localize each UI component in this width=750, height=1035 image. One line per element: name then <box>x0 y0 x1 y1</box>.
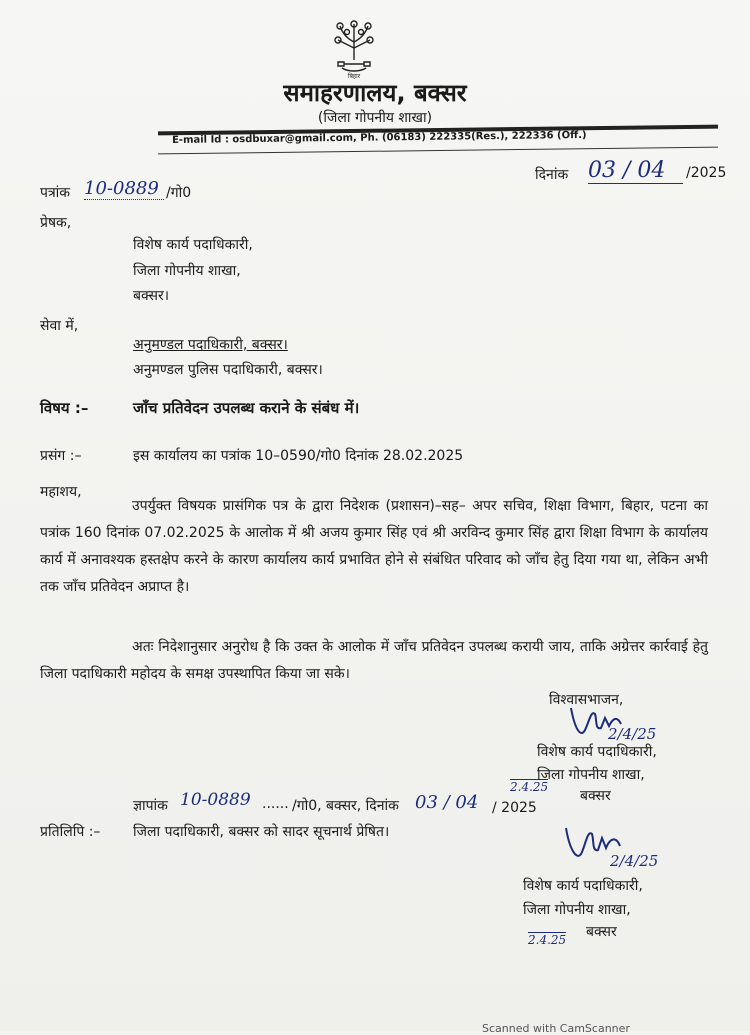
emblem-label: बिहार <box>347 73 361 80</box>
closing2-line: जिला गोपनीय शाखा, <box>523 902 631 918</box>
reference-label: प्रसंग :– <box>40 448 82 464</box>
office-branch: (जिला गोपनीय शाखा) <box>317 110 433 126</box>
memo-dots: ...... <box>262 796 289 812</box>
closing-line: जिला गोपनीय शाखा, <box>537 767 645 783</box>
subject-label: विषय :– <box>40 399 89 417</box>
patrank-suffix: /गो0 <box>166 185 192 201</box>
sender-line: जिला गोपनीय शाखा, <box>133 263 241 279</box>
contact-line: E-mail Id : osdbuxar@gmail.com, Ph. (06183) 222335(Res.), 222336 (Off.) <box>172 129 587 146</box>
memo-year: / 2025 <box>492 800 537 816</box>
sender-line: विशेष कार्य पदाधिकारी, <box>133 237 253 253</box>
valediction: विश्वासभाजन, <box>549 692 624 708</box>
subject-text: जाँच प्रतिवेदन उपलब्ध कराने के संबंध में। <box>133 399 360 417</box>
patrank-handwritten: 10-0889 <box>84 178 164 200</box>
office-title: समाहरणालय, बक्सर <box>283 79 467 107</box>
date-label: दिनांक <box>535 167 569 183</box>
closing2-line: विशेष कार्य पदाधिकारी, <box>523 878 643 894</box>
sender-label: प्रेषक, <box>40 215 72 231</box>
sender-line: बक्सर। <box>133 288 170 304</box>
recipient-label: सेवा में, <box>40 318 79 334</box>
copy-label: प्रतिलिपि :– <box>40 824 101 840</box>
recipient-line: अनुमण्डल पदाधिकारी, बक्सर। <box>133 337 288 353</box>
date-year: /2025 <box>686 165 727 181</box>
closing-line: बक्सर <box>580 788 611 804</box>
header-divider-thin <box>158 147 718 155</box>
copy-text: जिला पदाधिकारी, बक्सर को सादर सूचनार्थ प्रेषित। <box>133 824 390 840</box>
recipient-line: अनुमण्डल पुलिस पदाधिकारी, बक्सर। <box>133 362 323 378</box>
body-paragraph-1: उपर्युक्त विषयक प्रासंगिक पत्र के द्वारा निदेशक (प्रशासन)–सह– अपर सचिव, शिक्षा विभाग, बिहार, पटना का पत्रांक 160 दिनांक 07.02.2025 के आलोक में श्री अजय कुमार सिंह एवं श्री अरविन्द कुमार सिंह द्वारा शिक्षा विभाग के कार्यालय कार्य में अनावश्यक हस्तक्षेप करने के कारण कार्यालय कार्य प्रभावित होने से संबंधित परिवाद को जाँच हेतु दिया गया था, लेकिन अभी तक जाँच प्रतिवेदन अप्राप्त है। <box>40 498 708 595</box>
memo-handwritten: 10-0889 <box>180 790 251 810</box>
reference-text: इस कार्यालय का पत्रांक 10–0590/गो0 दिनांक 28.02.2025 <box>133 448 464 464</box>
patrank-label: पत्रांक <box>40 185 71 201</box>
memo-mid: /गो0, बक्सर, दिनांक <box>292 798 399 814</box>
closing-line: विशेष कार्य पदाधिकारी, <box>537 744 657 760</box>
scanner-watermark: Scanned with CamScanner <box>482 1022 630 1035</box>
initial-1-date: 2.4.25 <box>510 780 549 794</box>
date-handwritten: 03 / 04 <box>588 158 683 184</box>
body-paragraph-2: अतः निदेशानुसार अनुरोध है कि उक्त के आलोक में जाँच प्रतिवेदन उपलब्ध करायी जाय, ताकि अग्रेत्तर कार्रवाई हेतु जिला पदाधिकारी महोदय के समक्ष उपस्थापित किया जा सके। <box>40 639 708 682</box>
initial-2-date: 2.4.25 <box>528 933 567 947</box>
bihar-emblem-icon <box>330 20 378 80</box>
signature-2-date: 2/4/25 <box>610 852 659 870</box>
signature-1-date: 2/4/25 <box>608 725 657 743</box>
memo-label: ज्ञापांक <box>133 798 168 814</box>
memo-date-handwritten: 03 / 04 <box>415 792 479 813</box>
salutation: महाशय, <box>40 484 82 500</box>
closing2-line: बक्सर <box>586 924 617 940</box>
